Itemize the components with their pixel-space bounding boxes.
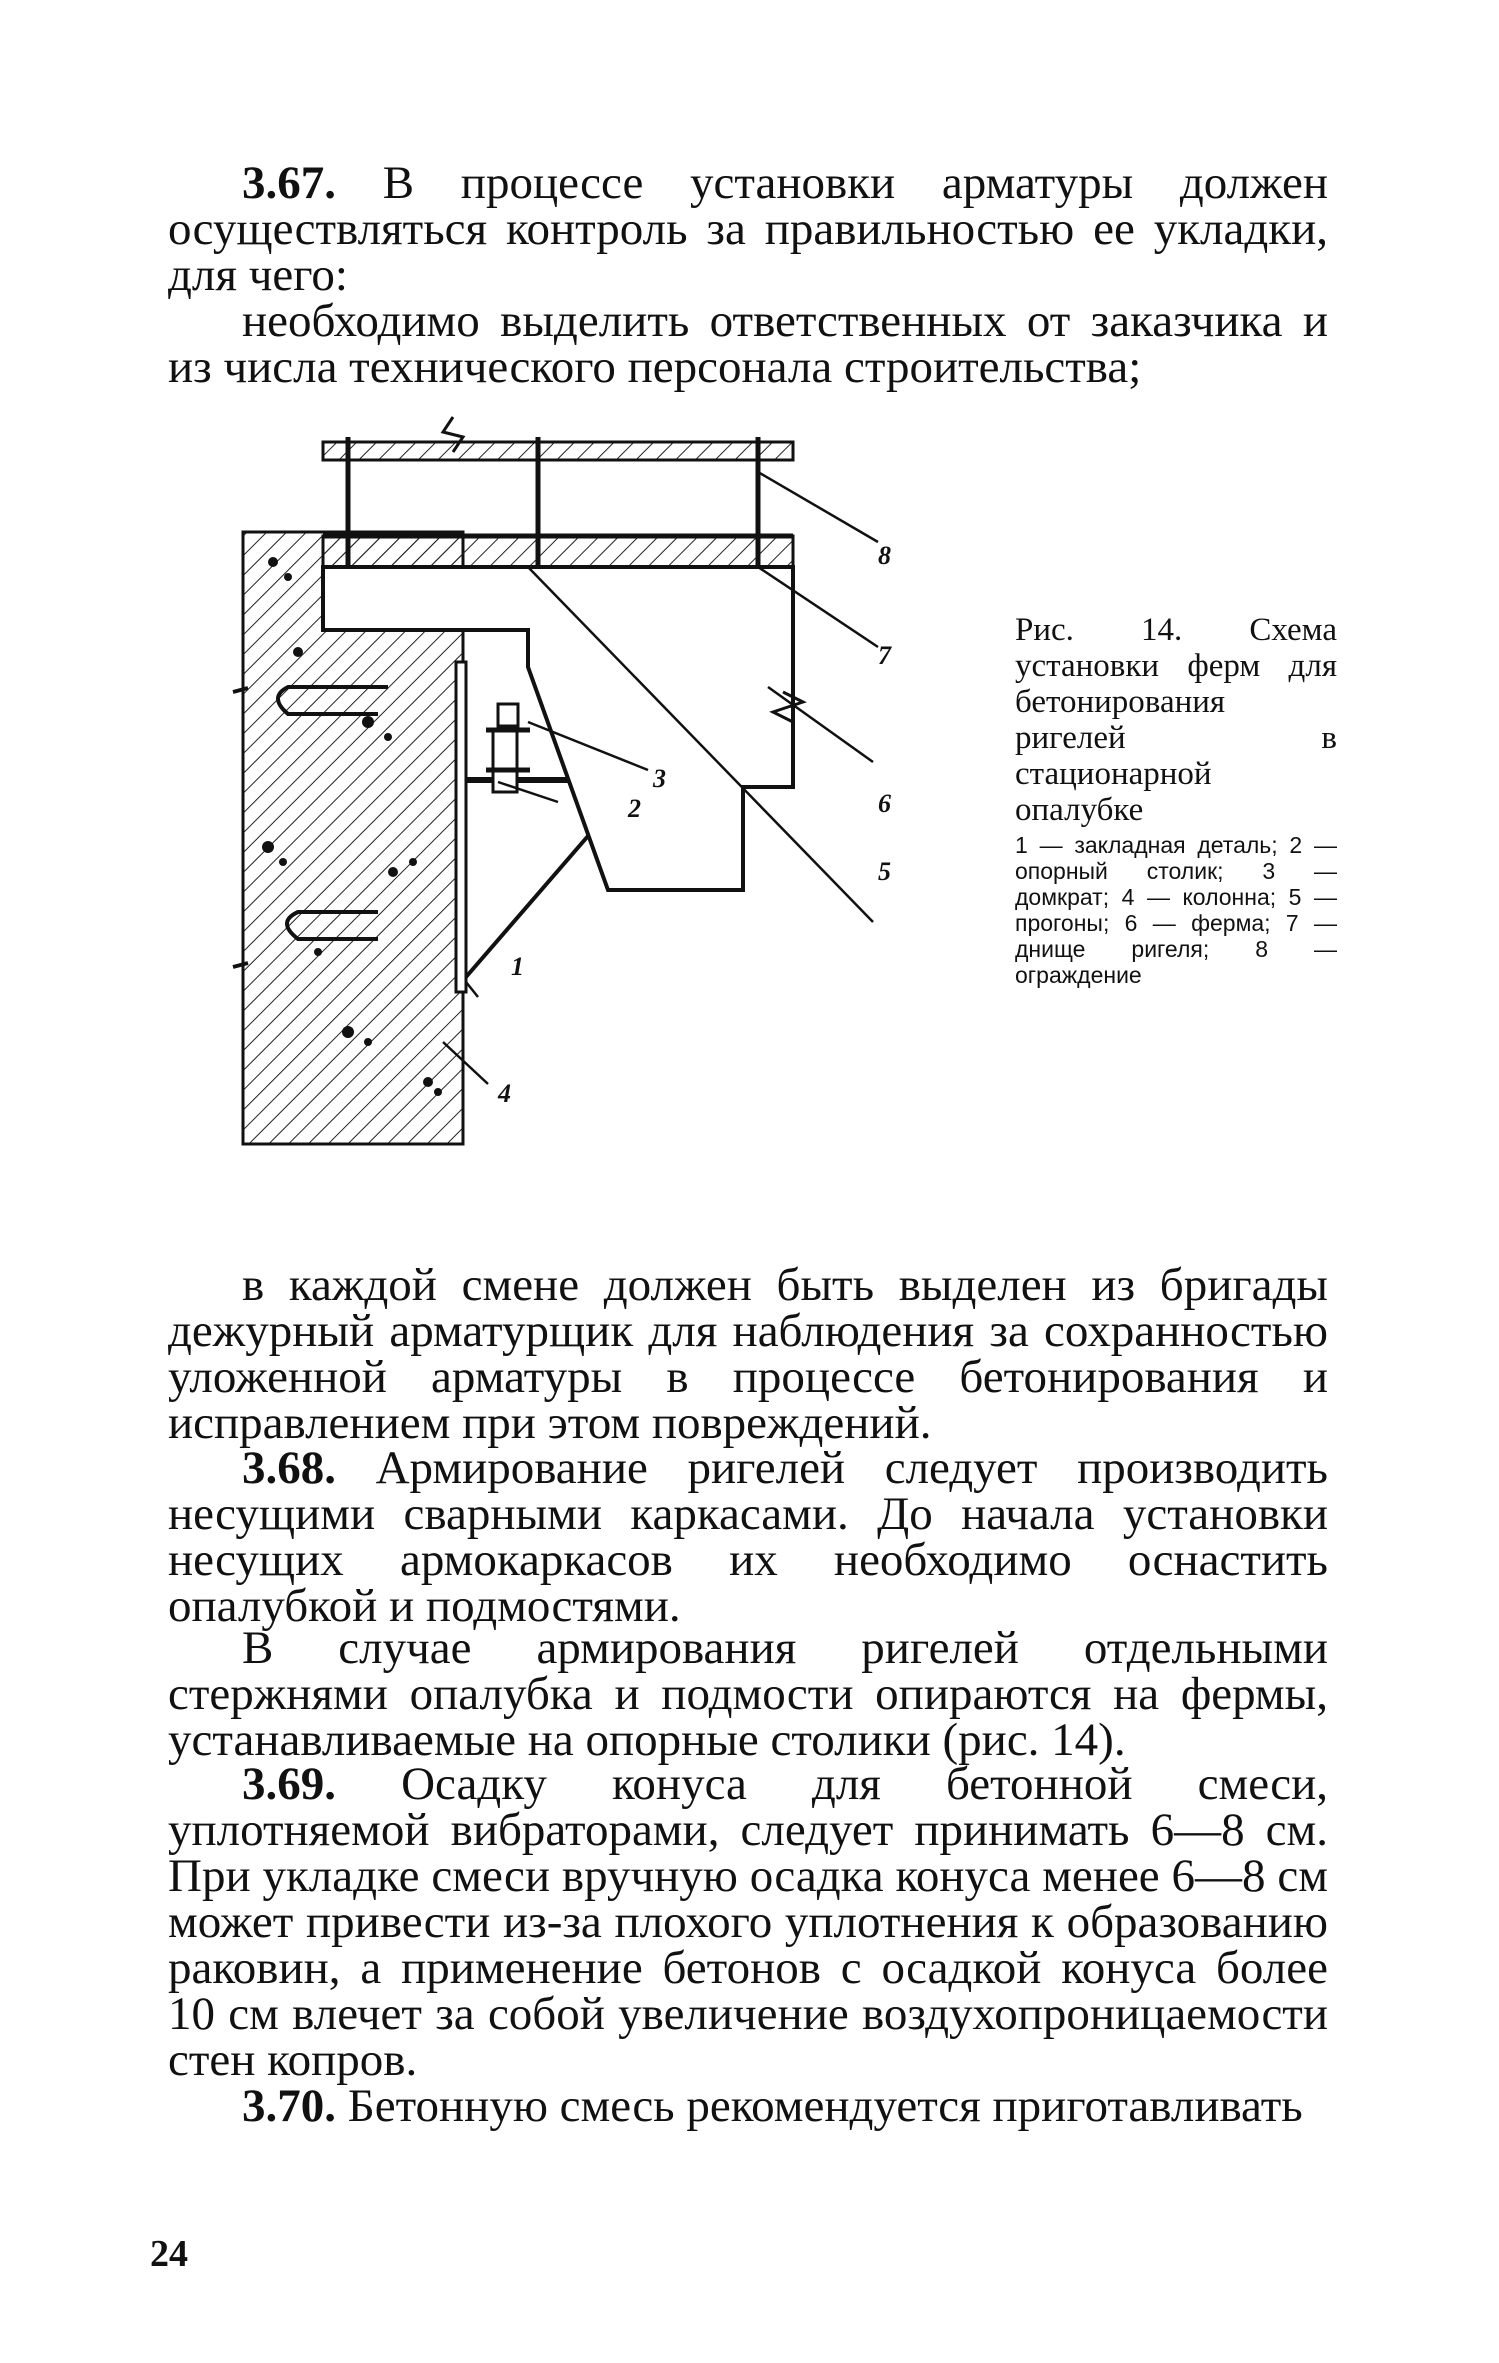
- section-number: 3.67.: [242, 157, 336, 209]
- truss-diagram: [228, 392, 988, 1182]
- paragraph-text: в каждой смене должен быть выделен из бригады дежурный арматурщик для наблюдения за сохранностью уложенной арматуры в процессе бетонирования и исправлением при этом повреждений.: [168, 1259, 1328, 1449]
- caption-legend: 1 — закладная деталь; 2 — опорный столик; 3 — домкрат; 4 — колонна; 5 — прогоны; 6 — ферма; 7 — днище ригеля; 8 — ограждение: [1015, 832, 1337, 988]
- label-7: 7: [878, 641, 891, 670]
- paragraph-text: Бетонную смесь рекомендуется приготавливать: [336, 2080, 1303, 2132]
- beam-bottom: [323, 536, 793, 567]
- label-8: 8: [878, 541, 891, 570]
- section-number: 3.68.: [242, 1442, 336, 1494]
- paragraph-3-70: [168, 2080, 1328, 2132]
- paragraph-3-69: [168, 1758, 1328, 2086]
- caption-title: Рис. 14. Схема установки ферм для бетонирования ригелей в стационарной опалубке: [1015, 612, 1337, 828]
- section-number: 3.70.: [242, 2080, 336, 2132]
- label-3: 3: [653, 764, 666, 793]
- page-number: 24: [150, 2233, 188, 2275]
- paragraph-text: Осадку конуса для бетонной смеси, уплотняемой вибраторами, следует принимать 6—8 см. При укладке смеси вручную осадка конуса менее 6—8 см может привести из-за плохого уплотнения к образованию раковин, а применение бетонов с осадкой конуса более 10 см влечет за собой увеличение воздухопроницаемости стен копров.: [168, 1758, 1328, 2086]
- paragraph-3-67-item-b: [168, 1259, 1328, 1449]
- label-6: 6: [878, 789, 891, 818]
- paragraph-3-67: [168, 157, 1328, 301]
- label-2: 2: [628, 794, 641, 823]
- paragraph-text: В процессе установки арматуры должен осуществляться контроль за правильностью ее укладки, для чего:: [168, 157, 1328, 301]
- paragraph-3-68: [168, 1442, 1328, 1632]
- jack: [493, 730, 517, 792]
- figure-14: [228, 392, 988, 1182]
- paragraph-3-68-item-a: [168, 1622, 1328, 1766]
- section-number: 3.69.: [242, 1758, 336, 1810]
- label-1: 1: [511, 952, 524, 981]
- paragraph-3-67-item-a: [168, 295, 1328, 393]
- paragraph-text: необходимо выделить ответственных от заказчика и из числа технического персонала строительства;: [168, 295, 1328, 393]
- figure-caption: [1015, 612, 1337, 988]
- paragraph-text: Армирование ригелей следует производить несущими сварными каркасами. До начала установки несущих армокаркасов их необходимо оснастить опалубкой и подмостями.: [168, 1442, 1328, 1632]
- label-5: 5: [878, 857, 891, 886]
- label-4: 4: [498, 1079, 511, 1108]
- embedded-part: [456, 662, 466, 992]
- paragraph-text: В случае армирования ригелей отдельными стержнями опалубка и подмости опираются на фермы, устанавливаемые на опорные столики (рис. 14).: [168, 1622, 1328, 1766]
